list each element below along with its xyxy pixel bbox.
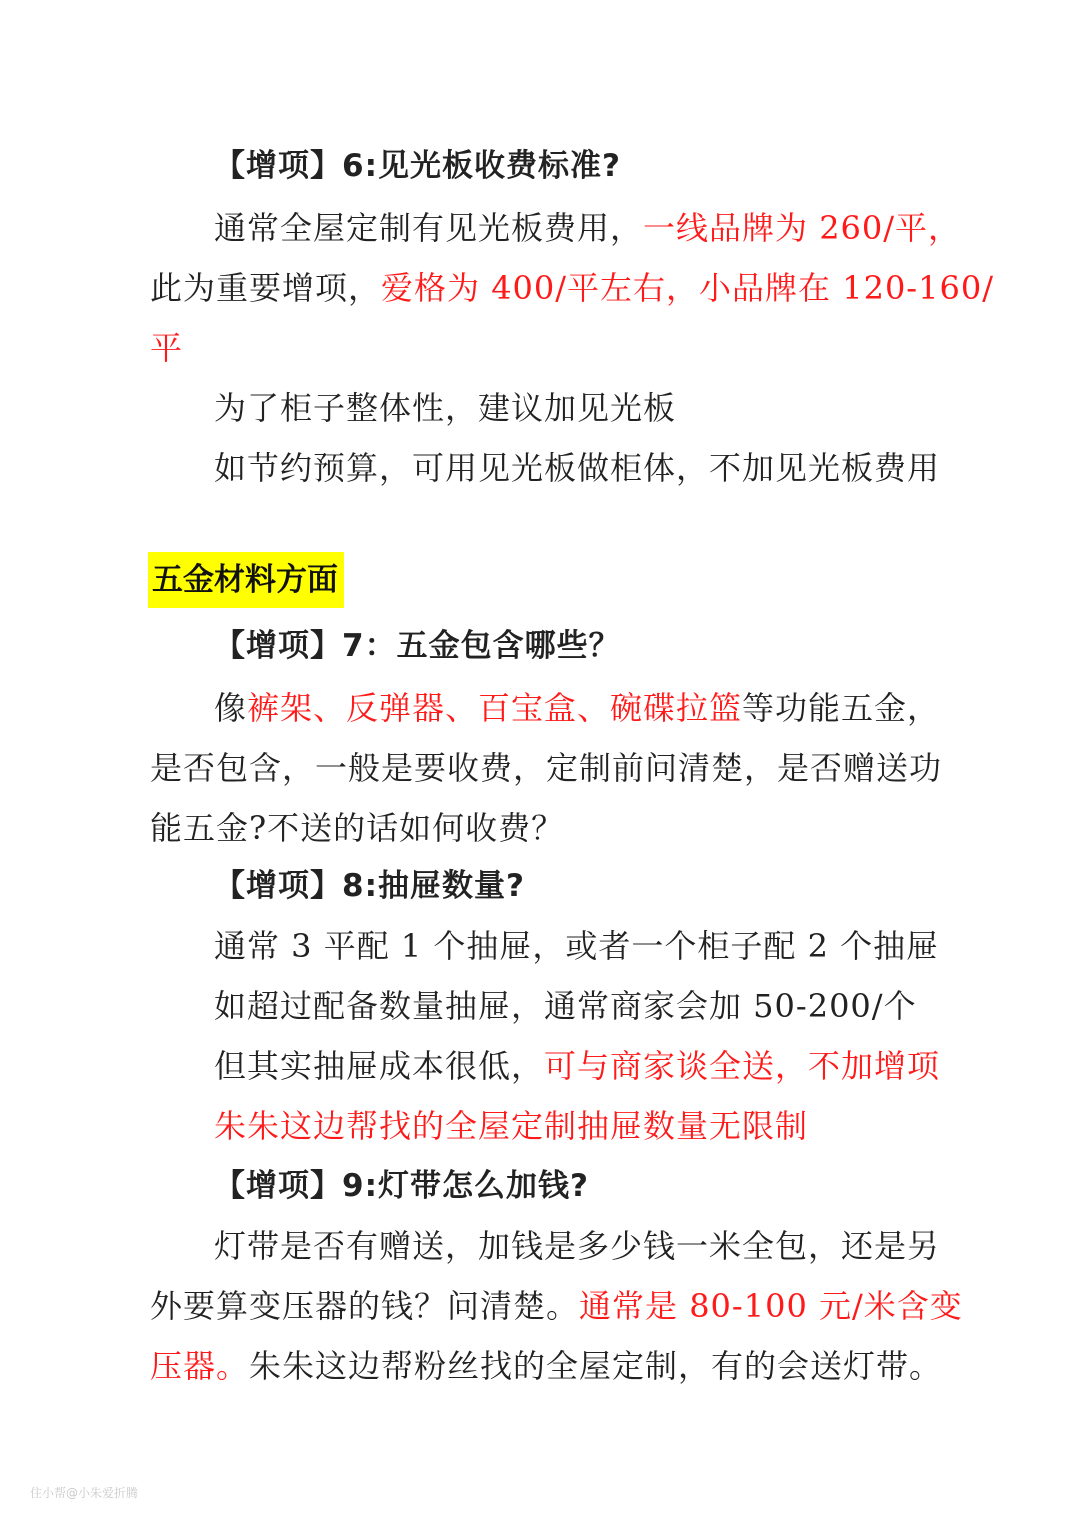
item8-line1: 通常 3 平配 1 个抽屉，或者一个柜子配 2 个抽屉 [214, 927, 940, 965]
section-title: 五金材料方面 [152, 562, 338, 598]
item7-line1-red: 裤架、反弹器、百宝盒、碗碟拉篮 [247, 689, 743, 727]
item8-line2: 如超过配备数量抽屉，通常商家会加 50-200/个 [214, 987, 917, 1025]
item9-line3 [150, 1346, 942, 1386]
item7-line1-b: 等功能五金， [742, 689, 941, 727]
item7-line2: 是否包含，一般是要收费，定制前问清楚，是否赠送功 [150, 749, 943, 787]
item9-line2-a: 外要算变压器的钱？问清楚。 [150, 1287, 580, 1325]
item9-line3-red: 压器。 [150, 1347, 250, 1385]
item9-heading: 【增项】9:灯带怎么加钱? [214, 1168, 589, 1204]
item8-line3-red: 可与商家谈全送，不加增项 [544, 1047, 941, 1085]
item6-line2 [150, 268, 994, 308]
item9-line2-red: 通常是 80-100 元/米含变 [579, 1287, 963, 1325]
item8-line4: 朱朱这边帮找的全屋定制抽屉数量无限制 [214, 1107, 809, 1145]
item7-heading: 【增项】7：五金包含哪些？ [214, 628, 621, 664]
watermark: 住小帮@小朱爱折腾 [30, 1486, 139, 1500]
item6-line1-text: 通常全屋定制有见光板费用， [214, 209, 644, 247]
item6-line3: 平 [150, 329, 184, 367]
item9-line1: 灯带是否有赠送，加钱是多少钱一米全包，还是另 [214, 1227, 941, 1265]
item6-line1 [214, 208, 961, 248]
item9-line3-b: 朱朱这边帮粉丝找的全屋定制，有的会送灯带。 [249, 1347, 943, 1385]
item8-line3 [214, 1046, 940, 1086]
item8-heading: 【增项】8:抽屉数量? [214, 868, 525, 904]
item8-line3-a: 但其实抽屉成本很低， [214, 1047, 545, 1085]
item6-line5: 如节约预算，可用见光板做柜体，不加见光板费用 [214, 449, 941, 487]
item6-heading: 【增项】6:见光板收费标准? [214, 148, 621, 184]
item7-line3: 能五金?不送的话如何收费？ [150, 809, 565, 847]
item7-line1 [214, 688, 940, 728]
item6-line4: 为了柜子整体性，建议加见光板 [214, 389, 677, 427]
item9-line2 [150, 1286, 963, 1326]
item6-line2-red: 爱格为 400/平左右，小品牌在 120-160/ [381, 269, 994, 307]
item6-line2-text: 此为重要增项， [150, 269, 382, 307]
item6-line1-red: 一线品牌为 260/平， [643, 209, 962, 247]
item7-line1-a: 像 [214, 689, 248, 727]
